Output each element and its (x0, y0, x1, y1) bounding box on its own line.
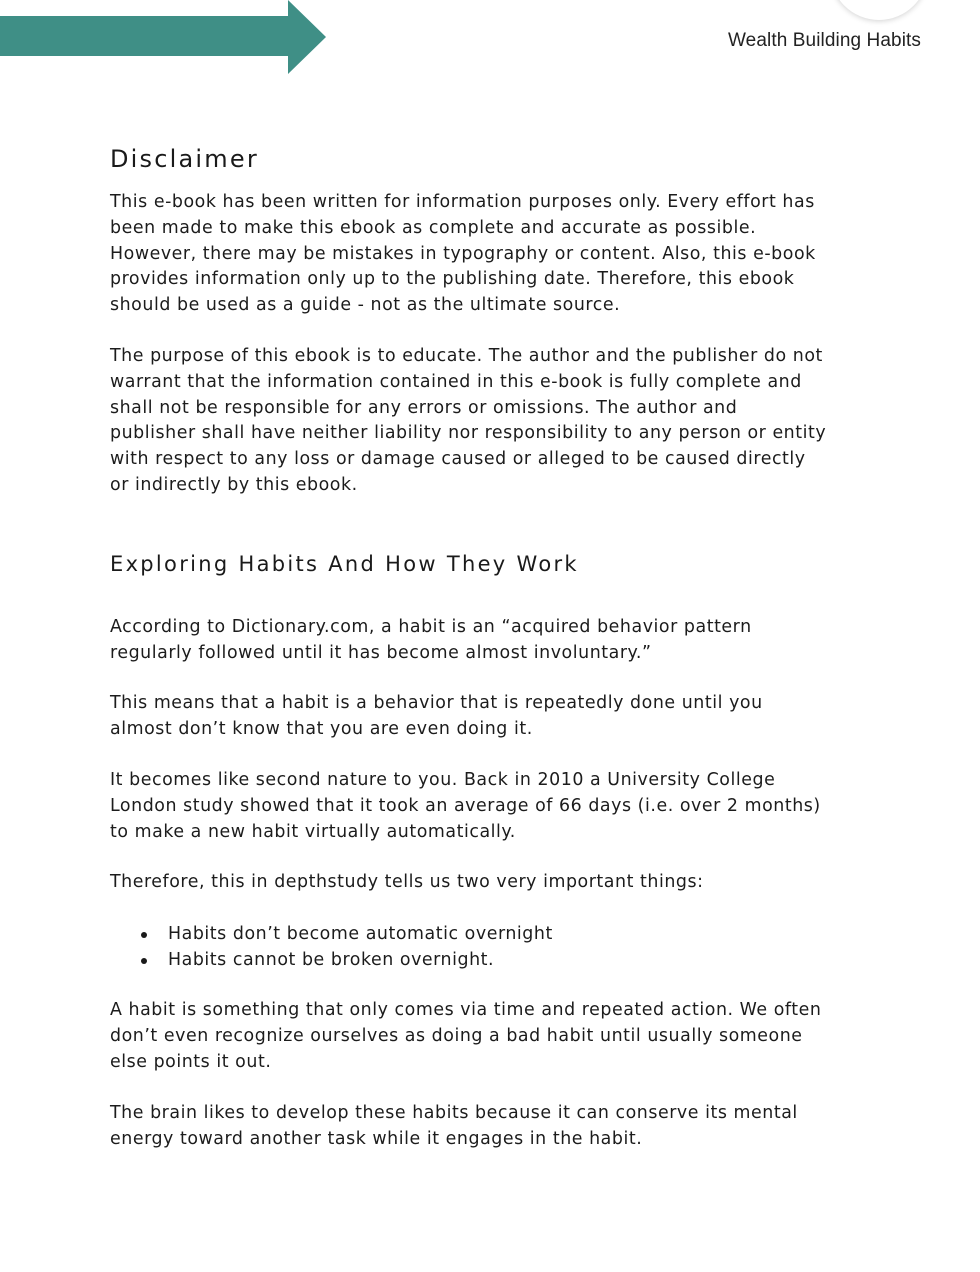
bullet-dot-icon (141, 958, 147, 964)
habits-paragraph: The brain likes to develop these habits because it can conserve its mental energy toward another task while it engages in the habit. (110, 1102, 798, 1149)
disclaimer-paragraph: The purpose of this ebook is to educate. The author and the publisher do not warrant that the information contained in this e-book is fully complete and shall not be responsible for any errors or omissions. The author and publisher shall have neither liability nor responsibility to any person or entity with respect to any loss or damage caused or alleged to be caused directly or indirectly by this ebook. (110, 345, 827, 495)
corner-bubble (830, 0, 928, 20)
habits-heading: Exploring Habits And How They Work (110, 551, 579, 576)
header-arrow-banner (0, 0, 328, 74)
habits-paragraph: A habit is something that only comes via time and repeated action. We often don’t even recognize ourselves as doing a bad habit until usually someone else points it out. (110, 1000, 822, 1072)
disclaimer-paragraph: This e-book has been written for information purposes only. Every effort has been made to make this ebook as complete and accurate as possible. However, there may be mistakes in typography or content. Also, this e-book provides information only up to the publishing date. Therefore, this ebook should be used as a guide - not as the ultimate source. (110, 192, 816, 316)
habits-paragraph: This means that a habit is a behavior that is repeatedly done until you almost don’t know that you are even doing it. (110, 693, 763, 740)
bullet-dot-icon (141, 932, 147, 938)
page-content (110, 142, 890, 1152)
bullet-text: Habits cannot be broken overnight. (168, 949, 495, 970)
arrow-shape (0, 0, 326, 74)
running-header-title: Wealth Building Habits (727, 30, 921, 51)
habits-bullet-list (110, 922, 890, 973)
habits-paragraph: According to Dictionary.com, a habit is an “acquired behavior pattern regularly followed until it has become almost involuntary.” (110, 616, 752, 663)
bullet-item (138, 922, 890, 948)
bullet-text: Habits don’t become automatic overnight (168, 924, 553, 945)
disclaimer-heading: Disclaimer (110, 145, 259, 173)
habits-paragraph: Therefore, this in depthstudy tells us two very important things: (110, 872, 704, 893)
habits-paragraph: It becomes like second nature to you. Back in 2010 a University College London study showed that it took an average of 66 days (i.e. over 2 months) to make a new habit virtually automatically. (110, 769, 821, 842)
bullet-item (138, 948, 890, 974)
